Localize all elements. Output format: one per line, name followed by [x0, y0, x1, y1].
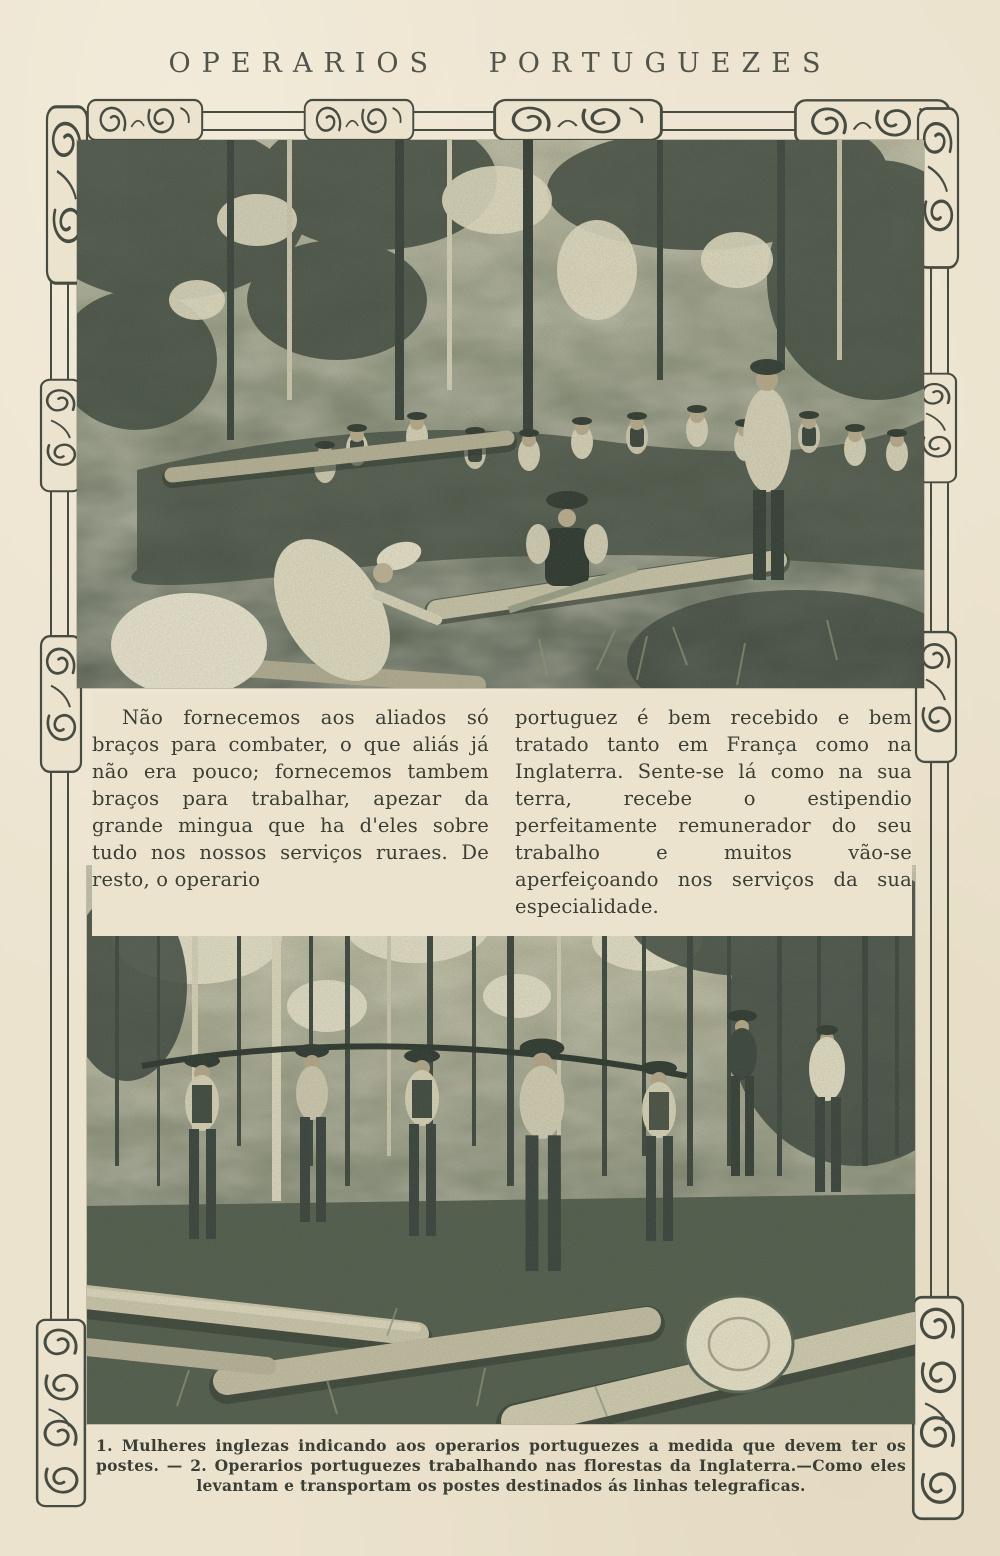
- article-text: [92, 692, 912, 936]
- border-line-left-outer: [50, 111, 52, 1503]
- photo-2-image: [87, 866, 915, 1424]
- photo-caption: 1. Mulheres inglezas indicando aos operarios portuguezes a medida que devem ter os postes. — 2. Operarios portuguezes trabalhando nas florestas da Inglaterra.—Como eles levantam e transportam os postes destinados ás linhas telegraficas.: [96, 1436, 906, 1495]
- photo-1-forest-workers: [77, 140, 924, 688]
- page-title: OPERARIOS PORTUGUEZES: [168, 48, 832, 79]
- scroll-ornament: [303, 97, 415, 143]
- photo-1-image: [77, 140, 924, 688]
- scroll-ornament-bottom-left: [34, 1318, 88, 1508]
- border-line-left-inner: [67, 111, 69, 1503]
- scroll-ornament-bottom-right: [910, 1295, 966, 1521]
- article-column-left: Não fornecemos aos aliados só braços para combater, o que aliás já não era pouco; fornecemos tambem braços para trabalhar, apezar da grande mingua que ha d'eles sobre tudo nos nossos serviços ruraes. De resto, o operario: [92, 706, 489, 891]
- scroll-ornament: [86, 97, 204, 143]
- article-column-right: portuguez é bem recebido e bem tratado tanto em França como na Inglaterra. Sente-se lá como na sua terra, recebe o estipendio perfeitamente remunerador do seu trabalho e muitos vão-se aperfeiçoando nos serviços da sua especialidade.: [515, 706, 912, 918]
- scroll-ornament: [492, 97, 664, 143]
- photo-2-log-carriers: [87, 866, 915, 1424]
